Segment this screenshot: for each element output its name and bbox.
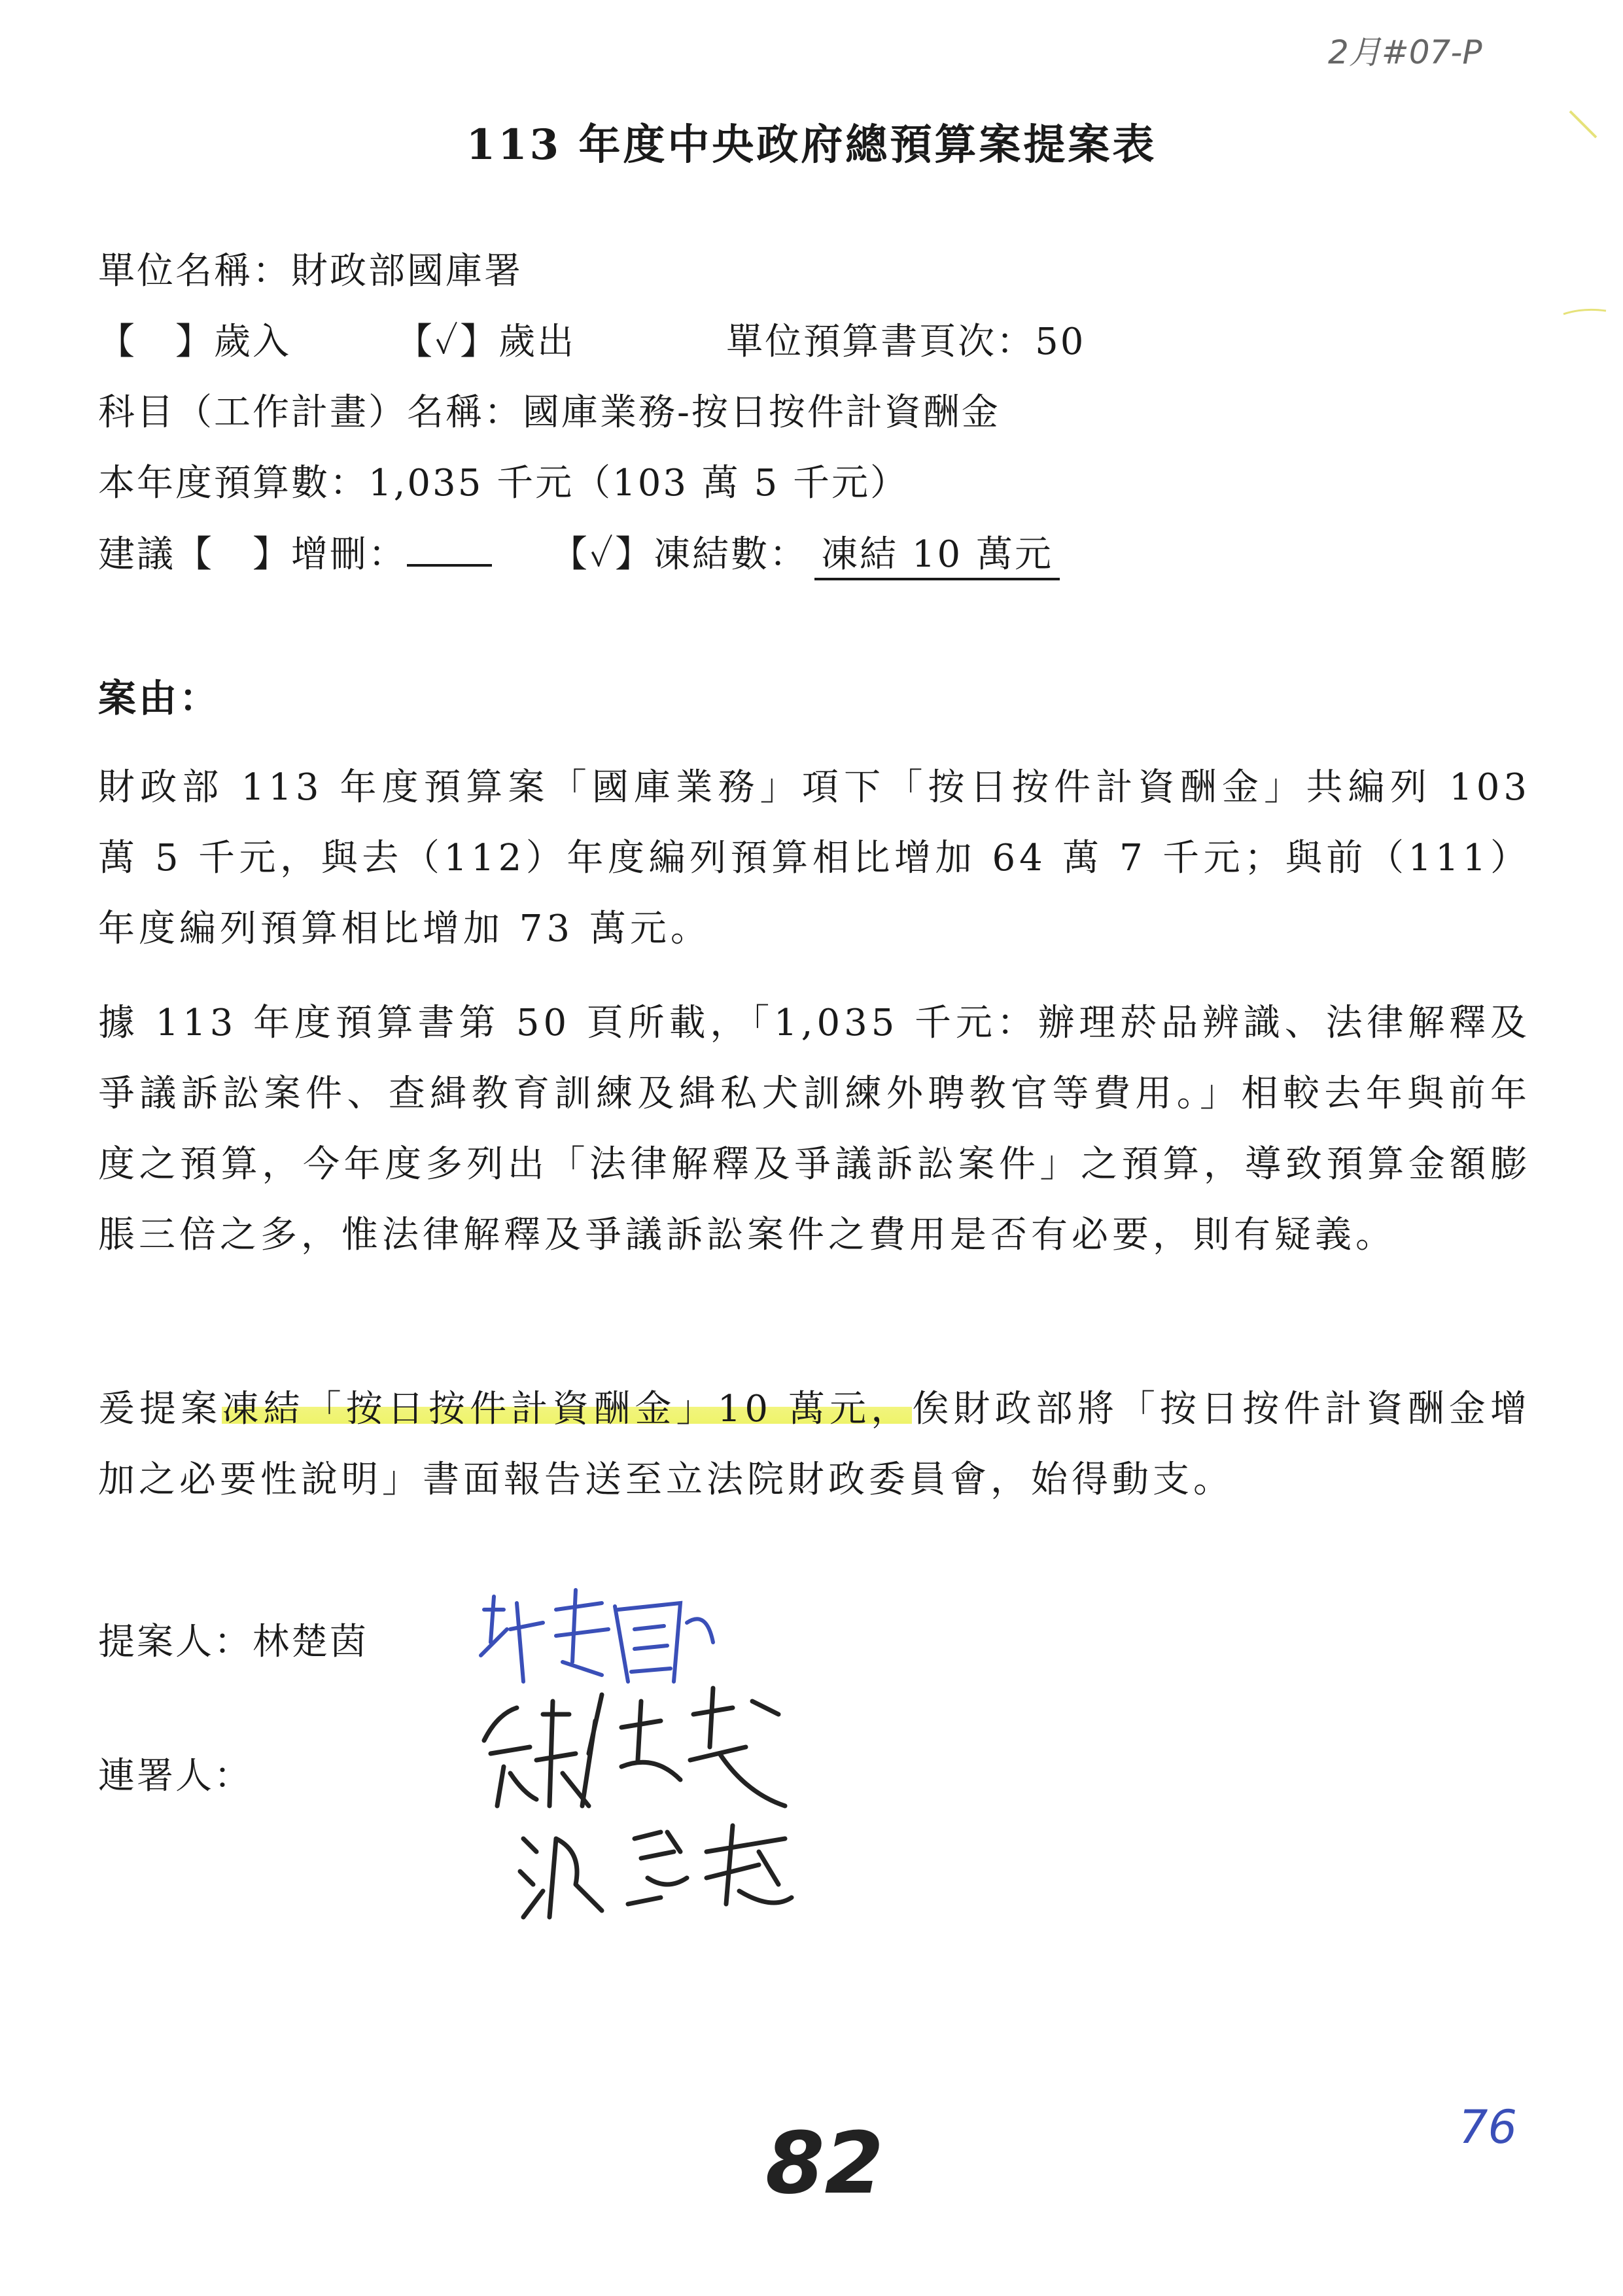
unit-name: 單位名稱：財政部國庫署 — [98, 250, 523, 292]
reason-paragraph-3 — [98, 1374, 1531, 1515]
freeze-label: 【✓】凍結數： — [551, 533, 809, 576]
annual-budget: 本年度預算數：1,035 千元（103 萬 5 千元） — [98, 462, 909, 504]
cosigner-label: 連署人： — [98, 1755, 253, 1797]
freeze-highlight: 凍結「按日按件計資酬金」10 萬元， — [222, 1388, 913, 1430]
page-title: 113 年度中央政府總預算案提案表 — [466, 120, 1157, 169]
page-number-large: 82 — [765, 2113, 884, 2213]
page-number-blue: 76 — [1459, 2100, 1518, 2154]
corner-note: 2月#07-P — [1328, 33, 1482, 71]
freeze-value: 凍結 10 萬元 — [814, 525, 1060, 580]
suggestion-row — [98, 525, 1060, 580]
subject-name: 科目（工作計畫）名稱：國庫業務-按日按件計資酬金 — [98, 391, 1000, 434]
proposer: 提案人：林楚茵 — [98, 1621, 368, 1663]
budget-page-number: 單位預算書頁次：50 — [726, 321, 1086, 363]
income-checkbox-label: 【 】歲入 — [98, 321, 291, 363]
para3-suffix: 俟財政部將「按日按件計資酬金增加之必要性說明」書面報告送至立法院財政委員會，始得動支。 — [98, 1388, 1531, 1501]
income-expense-row — [98, 313, 1085, 365]
reason-heading: 案由： — [98, 676, 220, 720]
cosigner-signature-1 — [471, 1675, 811, 1819]
reason-paragraph-2: 據 113 年度預算書第 50 頁所載，「1,035 千元：辦理菸品辨識、法律解釋及爭議訴訟案件、查緝教育訓練及緝私犬訓練外聘教官等費用。」相較去年與前年度之預算，今年度多列出「法律解釋及爭議訴訟案件」之預算，導致預算金額膨脹三倍之多，惟法律解釋及爭議訴訟案件之費用是否有必要，則有疑義。 — [98, 1002, 1531, 1256]
para3-prefix: 爰提案 — [98, 1388, 222, 1430]
suggest-label: 建議【 】增刪： — [98, 533, 407, 576]
reason-paragraph-1: 財政部 113 年度預算案「國庫業務」項下「按日按件計資酬金」共編列 103 萬 5 千元，與去（112）年度編列預算相比增加 64 萬 7 千元；與前（111）年度編列預算相比增加 73 萬元。 — [98, 766, 1531, 950]
expense-checkbox-label: 【✓】歲出 — [396, 321, 576, 363]
cosigner-signature-2 — [510, 1812, 850, 1930]
adjust-blank-line — [407, 525, 492, 567]
